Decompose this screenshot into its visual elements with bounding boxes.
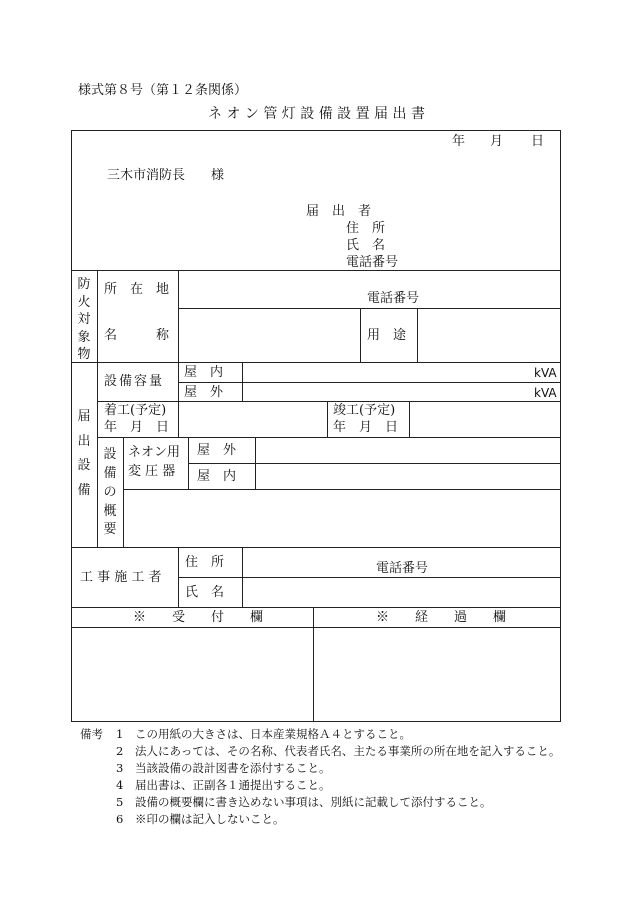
note-text: 設備の概要欄に書き込めない事項は、別紙に記載して添付すること。 [135, 795, 492, 809]
applicant-address-label: 住 所 [346, 221, 386, 236]
progress-column-header: ※ 経 過 欄 [376, 610, 507, 625]
note-text: 当該設備の設計図書を添付すること。 [135, 761, 331, 775]
use-label: 用 途 [367, 328, 407, 343]
note-text: ※印の欄は記入しないこと。 [135, 812, 285, 826]
finish-date-label: 年 月 日 [333, 420, 399, 435]
applicant-label: 届 出 者 [306, 204, 372, 219]
transformer-label-2: 変 圧 器 [128, 464, 176, 479]
contractor-name-label: 氏 名 [185, 585, 225, 600]
form-number: 様式第８号（第１２条関係） [78, 83, 248, 98]
name-label: 名 称 [104, 328, 170, 343]
equipment-section-label: 届 出 設 備 [77, 409, 91, 499]
capacity-label: 設備容量 [104, 374, 165, 389]
form-title: ネ オ ン 管 灯 設 備 設 置 届 出 書 [208, 106, 425, 122]
location-phone-label: 電話番号 [367, 291, 420, 306]
date-month-label: 月 [490, 134, 504, 149]
location-label: 所 在 地 [104, 282, 170, 297]
contractor-label: 工 事 施 工 者 [80, 570, 162, 585]
note-number: 1 [116, 727, 124, 741]
note-number: 2 [116, 744, 124, 758]
note-number: 3 [116, 761, 124, 775]
note-number: 6 [116, 812, 124, 826]
reception-column-header: ※ 受 付 欄 [133, 610, 264, 625]
addressee: 三木市消防長 様 [107, 168, 225, 183]
fire-target-section-label: 防 火 対 象 物 [77, 277, 91, 363]
start-label: 着工(予定) [104, 403, 167, 418]
capacity-indoor-unit: kVA [534, 366, 557, 380]
note-text: この用紙の大きさは、日本産業規格Ａ４とすること。 [135, 727, 411, 741]
notes-header: 備考 [80, 727, 103, 741]
transformer-outdoor-label: 屋 外 [197, 443, 237, 458]
note-text: 法人にあっては、その名称、代表者氏名、主たる事業所の所在地を記入すること。 [135, 744, 561, 758]
contractor-phone-label: 電話番号 [376, 561, 429, 576]
start-date-label: 年 月 日 [104, 420, 170, 435]
transformer-label-1: ネオン用 [128, 445, 181, 460]
contractor-address-label: 住 所 [185, 555, 225, 570]
overview-label: 設 備 の 概 要 [103, 447, 117, 538]
capacity-outdoor-unit: kVA [534, 386, 557, 400]
note-number: 5 [116, 795, 124, 809]
capacity-outdoor-label: 屋 外 [184, 385, 224, 400]
finish-label: 竣工(予定) [333, 403, 396, 418]
note-number: 4 [116, 778, 124, 792]
date-day-label: 日 [531, 134, 545, 149]
applicant-phone-label: 電話番号 [346, 255, 399, 270]
note-text: 届出書は、正副各１通提出すること。 [135, 778, 331, 792]
date-year-label: 年 [452, 134, 466, 149]
transformer-indoor-label: 屋 内 [197, 469, 237, 484]
capacity-indoor-label: 屋 内 [184, 365, 224, 380]
applicant-name-label: 氏 名 [346, 238, 386, 253]
